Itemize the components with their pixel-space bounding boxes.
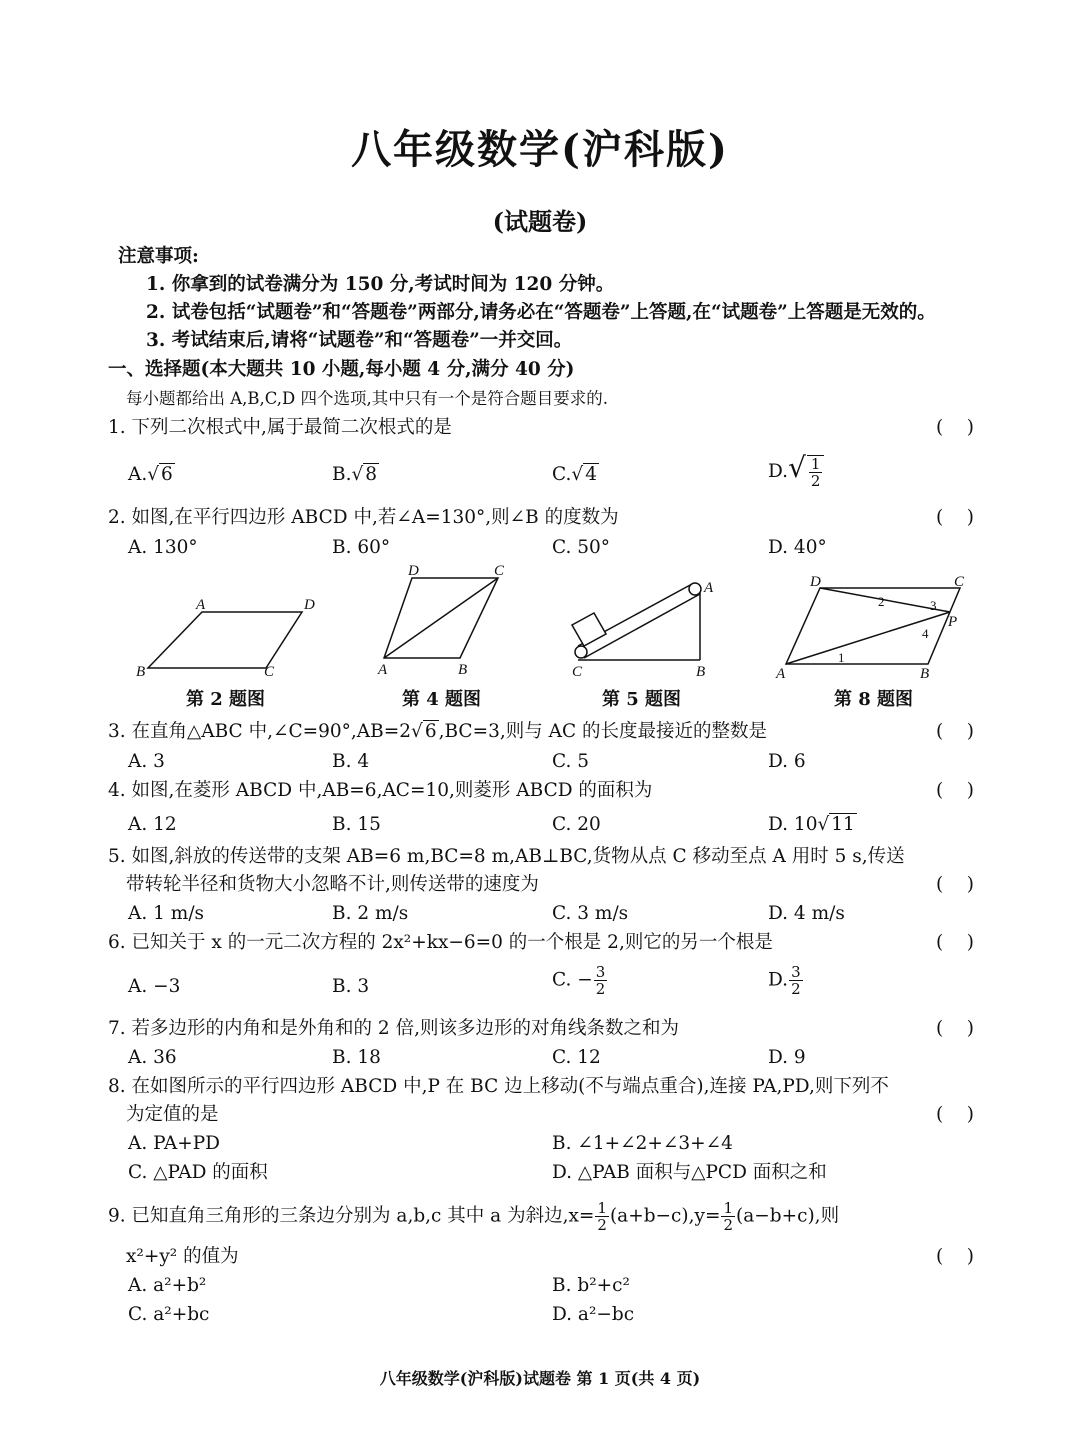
option-c: C. − $\frac{3}{2}$ [552,963,606,998]
option-a: A. PA+PD [128,1133,221,1154]
section-heading: 一、选择题(本大题共 10 小题,每小题 4 分,满分 40 分) [108,359,575,380]
option-b: B. 15 [332,814,381,835]
vertex-label: A [776,666,786,682]
option-d: D. 4 m/s [768,903,845,924]
angle-label: 3 [930,598,937,613]
option-a: A. 12 [128,814,177,835]
option-c: C. 20 [552,814,601,835]
answer-paren: ( ) [936,721,974,742]
diagonal-ac [384,578,498,658]
option-b: B. 18 [332,1047,381,1068]
vertex-label: B [696,664,706,680]
option-d: D.√ $\frac{1}{2}$ [768,455,825,489]
option-d: D. 10√ 11 [768,814,855,835]
figure-q4-rhombus [370,560,520,685]
option-a: A. 130° [128,537,198,558]
question-stem: 8. 在如图所示的平行四边形 ABCD 中,P 在 BC 边上移动(不与端点重合),连接 PA,PD,则下列不 [108,1076,889,1097]
vertex-label: C [494,563,505,579]
option-b: B. ∠1+∠2+∠3+∠4 [552,1133,733,1154]
answer-paren: ( ) [936,1104,974,1125]
figure-caption: 第 5 题图 [602,689,682,710]
question-stem: 7. 若多边形的内角和是外角和的 2 倍,则该多边形的对角线条数之和为 [108,1018,679,1039]
question-stem: 2. 如图,在平行四边形 ABCD 中,若∠A=130°,则∠B 的度数为 [108,507,619,528]
vertex-label: D [810,574,821,590]
answer-paren: ( ) [936,417,974,438]
page-title: 八年级数学(沪科版) [351,126,729,173]
option-c: C. 50° [552,537,611,558]
section-instruction: 每小题都给出 A,B,C,D 四个选项,其中只有一个是符合题目要求的. [126,389,609,408]
question-stem-cont: 带转轮半径和货物大小忽略不计,则传送带的速度为 [126,874,539,895]
figure-q2-parallelogram [130,590,320,685]
answer-paren: ( ) [936,874,974,895]
option-b: B. 60° [332,537,391,558]
option-c: C. △PAD 的面积 [128,1162,268,1183]
vertex-label: B [458,662,468,678]
option-c: C. 5 [552,751,590,772]
option-b: B. b²+c² [552,1275,630,1296]
angle-label: 1 [838,650,845,665]
vertex-label: A [196,597,206,613]
vertex-label: A [378,662,388,678]
page-subtitle: (试题卷) [492,207,588,236]
option-a: A.√ 6 [128,464,173,485]
vertex-label: A [704,580,714,596]
option-d: D. 6 [768,751,806,772]
answer-paren: ( ) [936,507,974,528]
vertex-label: B [136,664,146,680]
option-a: A. a²+b² [128,1275,207,1296]
answer-paren: ( ) [936,1246,974,1267]
option-d: D. △PAB 面积与△PCD 面积之和 [552,1162,827,1183]
vertex-label: C [264,664,275,680]
answer-paren: ( ) [936,780,974,801]
option-a: A. 3 [128,751,165,772]
option-d: D. 40° [768,537,827,558]
option-b: B. 3 [332,976,370,997]
notice-item: 2. 试卷包括“试题卷”和“答题卷”两部分,请务必在“答题卷”上答题,在“试题卷”上答题是无效的。 [146,302,936,323]
figure-caption: 第 4 题图 [402,689,482,710]
answer-paren: ( ) [936,1018,974,1039]
notice-item: 3. 考试结束后,请将“试题卷”和“答题卷”一并交回。 [146,330,573,351]
vertex-label: C [954,574,965,590]
vertex-label: C [572,664,583,680]
option-a: A. 36 [128,1047,177,1068]
question-stem: 5. 如图,斜放的传送带的支架 AB=6 m,BC=8 m,AB⊥BC,货物从点 C 移动至点 A 用时 5 s,传送 [108,846,905,867]
page-footer: 八年级数学(沪科版)试题卷 第 1 页(共 4 页) [379,1369,701,1388]
notice-item: 1. 你拿到的试卷满分为 150 分,考试时间为 120 分钟。 [146,274,615,295]
option-c: C.√ 4 [552,464,597,485]
vertex-label: B [920,666,930,682]
option-a: A. −3 [128,976,181,997]
option-d: D. a²−bc [552,1304,635,1325]
figure-caption: 第 2 题图 [186,689,266,710]
option-d: D. $\frac{3}{2}$ [768,963,801,998]
cargo-box [572,613,606,646]
parallelogram-shape [148,612,302,668]
question-stem-cont: x²+y² 的值为 [126,1246,239,1267]
figure-q5-conveyor [560,570,720,685]
question-stem: 6. 已知关于 x 的一元二次方程的 2x²+kx−6=0 的一个根是 2,则它的另一个根是 [108,932,773,953]
option-c: C. 12 [552,1047,601,1068]
answer-paren: ( ) [936,932,974,953]
notice-heading: 注意事项: [118,246,199,267]
option-c: C. a²+bc [128,1304,210,1325]
option-b: B.√ 8 [332,464,378,485]
angle-label: 4 [922,626,929,641]
option-b: B. 4 [332,751,370,772]
question-stem: 4. 如图,在菱形 ABCD 中,AB=6,AC=10,则菱形 ABCD 的面积为 [108,780,653,801]
vertex-label: P [948,614,958,630]
question-stem: 1. 下列二次根式中,属于最简二次根式的是 [108,417,452,438]
vertex-label: D [408,563,419,579]
question-stem: 3. 在直角△ABC 中,∠C=90°,AB=2√ 6 ,BC=3,则与 AC 的长度最接近的整数是 [108,721,768,742]
option-a: A. 1 m/s [128,903,205,924]
option-b: B. 2 m/s [332,903,409,924]
vertex-label: D [304,597,315,613]
option-d: D. 9 [768,1047,806,1068]
angle-label: 2 [878,594,885,609]
figure-q8-parallelogram [770,572,980,684]
figure-caption: 第 8 题图 [834,689,914,710]
wheel-c [575,646,587,658]
option-c: C. 3 m/s [552,903,629,924]
question-stem: 9. 已知直角三角形的三条边分别为 a,b,c 其中 a 为斜边,x= $\frac{1}{2}$ (a+b−c),y= $\frac{1}{2}$ (a−b+c),则 [108,1199,840,1234]
question-stem-cont: 为定值的是 [126,1104,219,1125]
wheel-a [689,583,701,595]
